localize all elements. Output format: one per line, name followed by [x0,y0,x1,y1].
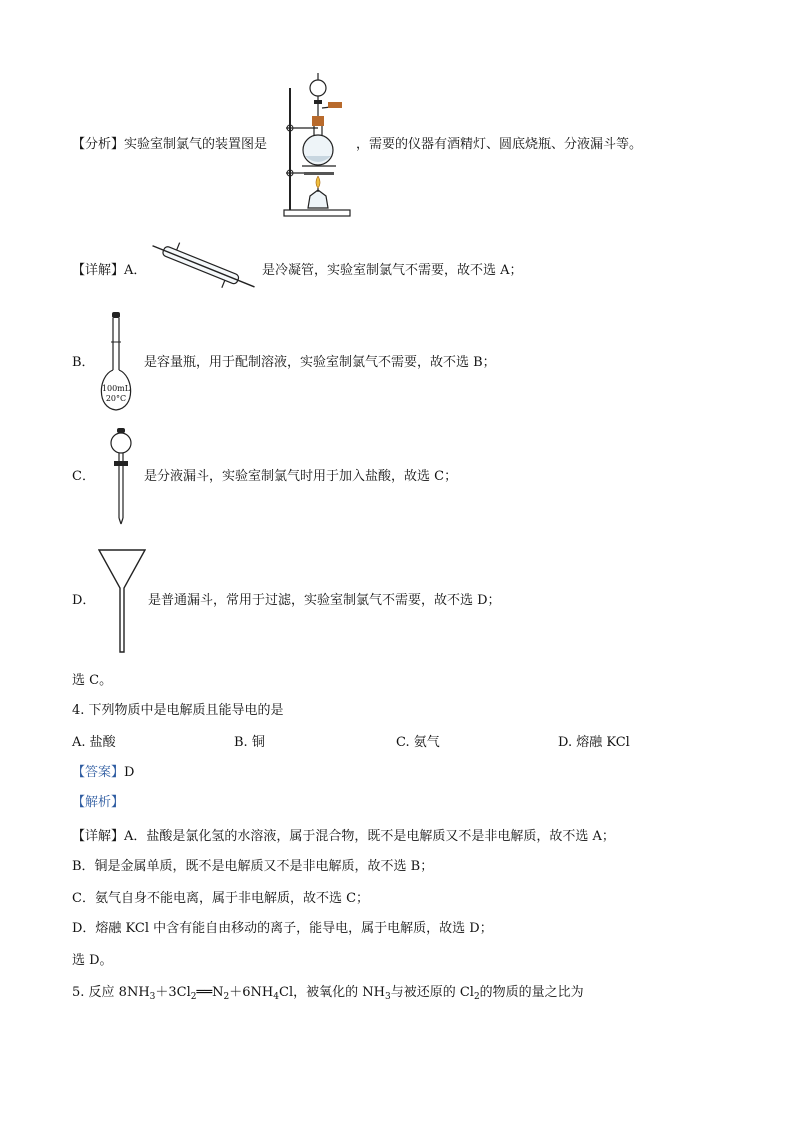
analysis-text-prefix: 【分析】实验室制氯气的装置图是 [72,137,268,152]
volumetric-flask-figure [94,312,138,414]
option-c-suffix: 是分液漏斗，实验室制氯气时用于加入盐酸，故选 C； [144,469,458,484]
question4-answer [72,764,134,782]
question5-stem: 5. 反应 $8NH_3+3Cl_2══N_2+6NH_4Cl$，被氧化的 $NH_3$与被还原的 $Cl_2$的物质的量之比为 [72,985,584,1002]
question4-detail-b: B．铜是金属单质，既不是电解质又不是非电解质，故不选 B； [72,859,434,874]
condenser-figure [150,236,260,300]
option-d-suffix: 是普通漏斗，常用于过滤，实验室制氯气不需要，故不选 D； [148,593,501,608]
option-b-suffix: 是容量瓶，用于配制溶液，实验室制氯气不需要，故不选 B； [144,355,496,370]
option-b-prefix: B． [72,355,95,370]
flask-temperature-label: 20°C [105,394,127,403]
ordinary-funnel-figure [98,548,146,656]
question4-option-a: A. 盐酸 [72,735,116,750]
flask-volume-label: 100mL [101,384,131,393]
separatory-funnel-figure [106,428,136,526]
option-d-prefix: D． [72,593,96,608]
answer-label: 【答案】 [72,765,125,780]
question4-option-b: B. 铜 [234,735,265,750]
question4-detail-c: C．氨气自身不能电离，属于非电解质，故不选 C； [72,891,370,906]
question4-stem: 4. 下列物质中是电解质且能导电的是 [72,703,284,718]
question4-option-d: D. 熔融 KCl [558,735,630,750]
detail-a-prefix: 【详解】A． [72,263,147,278]
question4-detail-a: 【详解】A．盐酸是氯化氢的水溶液，属于混合物，既不是电解质又不是非电解质，故不选 A； [72,829,615,844]
question3-conclusion: 选 C。 [72,673,113,688]
question4-conclusion: 选 D。 [72,953,113,968]
question4-option-c: C. 氨气 [396,735,440,750]
option-c-prefix: C． [72,469,95,484]
analysis-text-suffix: ，需要的仪器有酒精灯、圆底烧瓶、分液漏斗等。 [356,137,643,152]
chlorine-apparatus-figure [280,68,352,220]
detail-a-suffix: 是冷凝管，实验室制氯气不需要，故不选 A； [262,263,523,278]
question4-detail-d: D．熔融 KCl 中含有能自由移动的离子，能导电，属于电解质，故选 D； [72,921,493,936]
question4-analysis-label: 【解析】 [72,795,125,810]
answer-value: D [124,765,135,780]
